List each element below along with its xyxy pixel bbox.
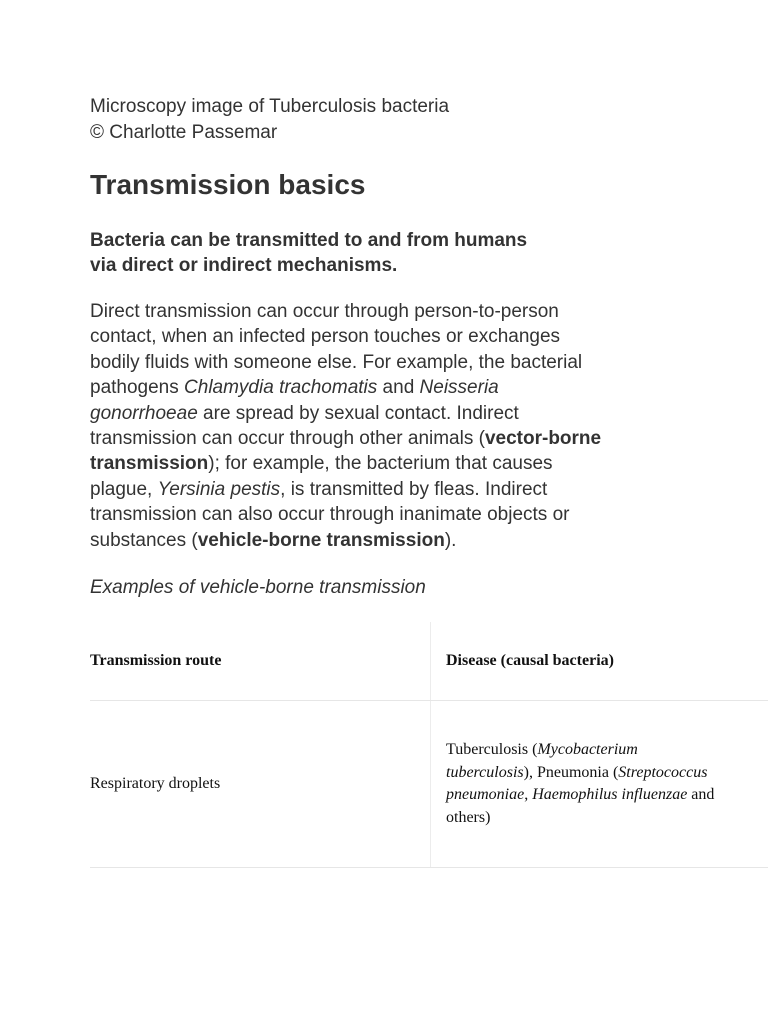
key-term: transmission <box>90 453 209 475</box>
image-caption <box>90 94 768 146</box>
key-term: vector-borne <box>484 428 602 450</box>
disease-text-part: Tuberculosis ( <box>446 741 538 758</box>
body-text: substances ( <box>90 529 198 551</box>
body-text: ); for example, the bacterium that causes <box>208 453 553 475</box>
body-paragraph <box>90 299 690 553</box>
disease-line <box>446 739 768 762</box>
body-text: plague, <box>90 478 158 500</box>
article-content <box>90 94 768 826</box>
species-name: Chlamydia trachomatis <box>184 377 378 399</box>
body-line: contact, when an infected person touches or exchanges <box>90 326 561 348</box>
species-name: tuberculosis <box>446 763 524 781</box>
column-header-disease: Disease (causal bacteria) <box>430 622 768 700</box>
body-line <box>90 426 690 451</box>
disease-text-part: , <box>524 786 533 803</box>
species-name: gonorrhoeae <box>90 402 198 424</box>
body-text: and <box>377 377 420 399</box>
body-line <box>90 451 690 476</box>
section-heading: Transmission basics <box>90 169 366 200</box>
body-text: are spread by sexual contact. Indirect <box>197 402 519 424</box>
route-cell: Respiratory droplets <box>90 774 221 792</box>
lead-line-1: Bacteria can be transmitted to and from humans <box>90 230 528 251</box>
species-name: Yersinia pestis <box>157 478 281 500</box>
species-name: pneumoniae <box>446 786 525 803</box>
transmission-table <box>90 622 768 868</box>
body-text: pathogens <box>90 377 185 399</box>
column-header-route: Transmission route <box>90 651 222 669</box>
table-row <box>90 701 768 868</box>
body-line <box>90 375 690 400</box>
disease-text <box>446 739 768 829</box>
key-term: vehicle-borne transmission <box>197 529 445 551</box>
body-text: , is transmitted by fleas. Indirect <box>280 478 548 500</box>
body-line <box>90 401 690 426</box>
body-line: transmission can also occur through inanimate objects or <box>90 504 570 526</box>
disease-text-part: and <box>687 786 715 803</box>
disease-line: others) <box>446 808 491 826</box>
species-name: Mycobacterium <box>537 741 638 758</box>
table-header-row <box>90 622 768 701</box>
table-caption: Examples of vehicle-borne transmission <box>90 577 426 598</box>
body-line: Direct transmission can occur through person-to-person <box>90 301 559 322</box>
disease-cell <box>430 701 768 867</box>
disease-text-part: ), Pneumonia ( <box>523 763 619 781</box>
lead-paragraph <box>90 228 610 278</box>
body-text: ). <box>444 529 457 551</box>
body-line <box>90 477 690 502</box>
species-name: Neisseria <box>419 377 499 399</box>
body-line <box>90 528 690 553</box>
lead-line-2: via direct or indirect mechanisms. <box>90 255 398 276</box>
disease-line <box>446 762 768 785</box>
species-name: Haemophilus influenzae <box>532 786 688 803</box>
image-caption-title: Microscopy image of Tuberculosis bacteria <box>90 96 450 117</box>
body-text: transmission can occur through other animals ( <box>90 428 485 450</box>
species-name: Streptococcus <box>618 763 708 781</box>
body-line: bodily fluids with someone else. For example, the bacterial <box>90 351 583 373</box>
disease-line <box>446 784 768 807</box>
image-credit: © Charlotte Passemar <box>90 122 278 143</box>
